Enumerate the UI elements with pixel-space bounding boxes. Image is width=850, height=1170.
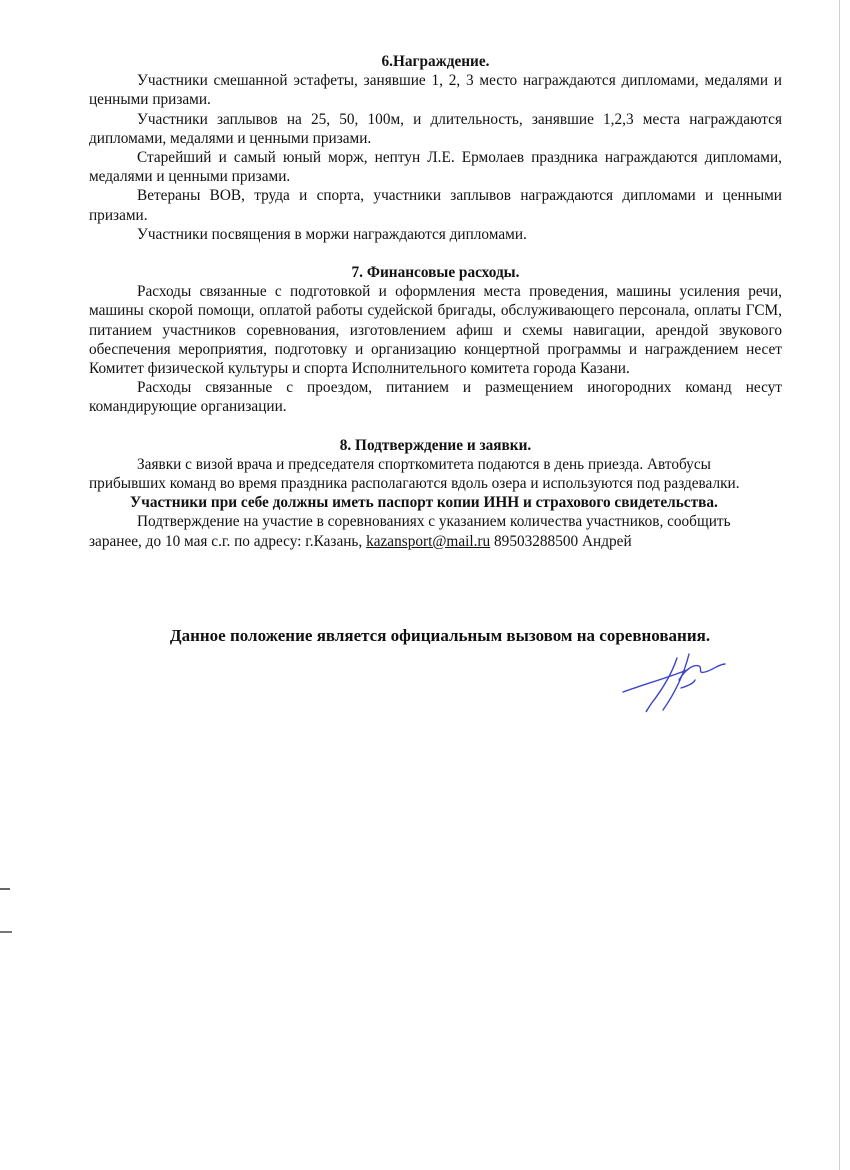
section-8-title: 8. Подтверждение и заявки. [339, 436, 532, 454]
scan-edge-mark [0, 888, 10, 890]
contact-phone: 89503288500 [494, 532, 579, 550]
contact-name: Андрей [581, 532, 632, 550]
section-6-paragraph-3: Старейший и самый юный морж, нептун Л.Е. Ермолаев праздника награждаются дипломами, медалями и ценными призами. [89, 149, 782, 186]
section-8-bold-notice: Участники при себе должны иметь паспорт копии ИНН и страхового свидетельства. [130, 494, 718, 512]
confirmation-text: Подтверждение на участие в соревнованиях с указанием количества участников, сообщить заранее, до 10 мая с.г. по адресу: г.Казань, [89, 513, 731, 550]
section-7-paragraph-2: Расходы связанные с проездом, питанием и размещением иногородних команд несут командирующие организации. [89, 379, 782, 416]
section-8-paragraph-1: Заявки с визой врача и председателя спорткомитета подаются в день приезда. Автобусы прибывших команд во время праздника располагаются вдоль озера и используются под раздевалки. [89, 455, 740, 493]
section-8-confirmation [89, 512, 782, 550]
page-edge-line [839, 0, 840, 1170]
closing-statement: Данное положение является официальным вызовом на соревнования. [169, 626, 711, 645]
contact-email-link[interactable]: kazansport@mail.ru [366, 532, 491, 550]
document-body [89, 52, 782, 551]
section-6-title: 6.Награждение. [381, 53, 490, 70]
scan-edge-mark [0, 931, 12, 933]
section-6-paragraph-1: Участники смешанной эстафеты, занявшие 1, 2, 3 место награждаются дипломами, медалями и ценными призами. [89, 72, 782, 109]
section-7-paragraph-1: Расходы связанные с подготовкой и оформления места проведения, машины усиления речи, машины скорой помощи, оплатой работы судейской бригады, обслуживающего персонала, оплаты ГСМ, питанием участников соревнования, изготовлением афиш и схемы навигации, арендой звукового обеспечения мероприятия, подготовку и организацию концертной программы и награждением несет Комитет физической культуры и спорта Исполнительного комитета города Казани. [89, 283, 782, 378]
section-6-paragraph-2: Участники заплывов на 25, 50, 100м, и длительность, занявшие 1,2,3 места награждаются дипломами, медалями и ценными призами. [89, 110, 782, 147]
handwritten-signature-icon [615, 640, 735, 720]
section-6-paragraph-4: Ветераны ВОВ, труда и спорта, участники заплывов награждаются дипломами и ценными призами. [89, 187, 782, 224]
section-7-title: 7. Финансовые расходы. [351, 264, 520, 282]
section-6-paragraph-5: Участники посвящения в моржи награждаются дипломами. [137, 225, 527, 243]
